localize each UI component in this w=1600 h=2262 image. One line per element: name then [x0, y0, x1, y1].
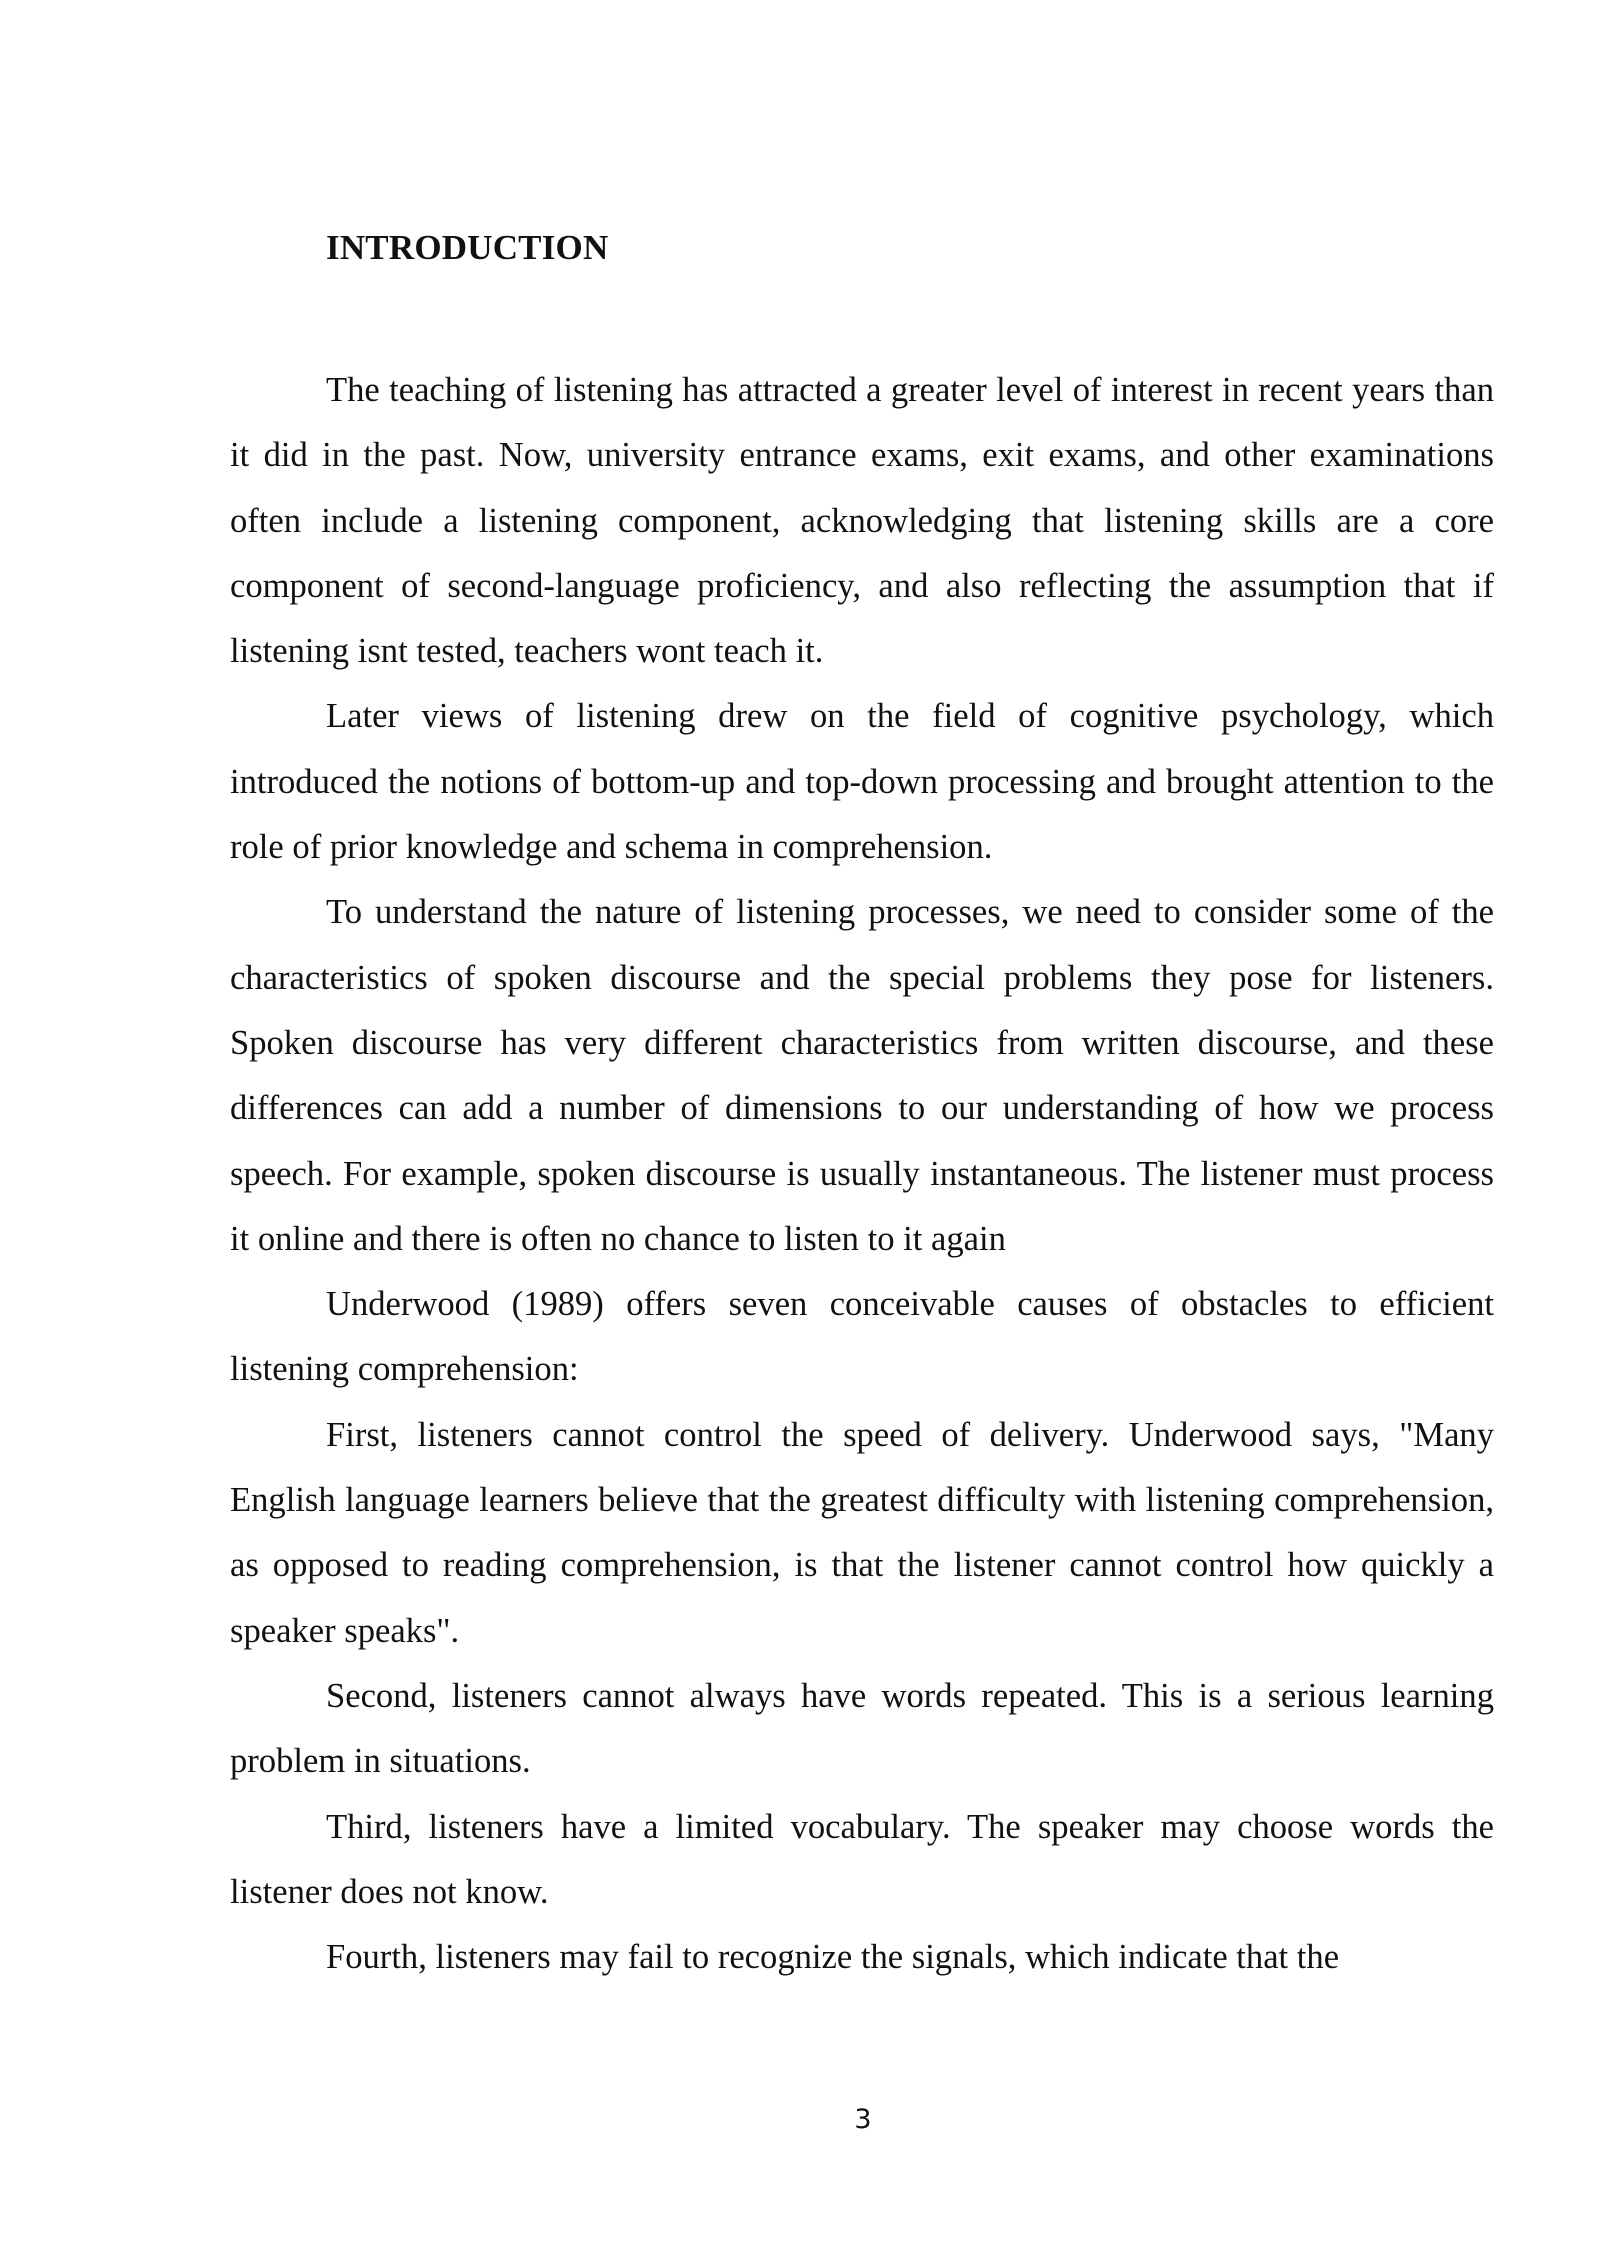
- paragraph: The teaching of listening has attracted a greater level of interest in recent years than it did in the past. Now, university entrance exams, exit exams, and other examinations often include a listening component, acknowledging that listening skills are a core component of second-language proficiency, and also reflecting the assumption that if listening isnt tested, teachers wont teach it.: [230, 371, 1494, 671]
- paragraph: First, listeners cannot control the speed of delivery. Underwood says, "Many English language learners believe that the greatest difficulty with listening comprehension, as opposed to reading comprehension, is that the listener cannot control how quickly a speaker speaks".: [230, 1415, 1494, 1650]
- body-text: [230, 358, 1494, 1990]
- page-number: 3: [854, 2104, 872, 2135]
- paragraph: Underwood (1989) offers seven conceivable causes of obstacles to efficient listening comprehension:: [230, 1285, 1494, 1389]
- paragraph: Third, listeners have a limited vocabulary. The speaker may choose words the listener does not know.: [230, 1807, 1494, 1911]
- paragraph-continued: Fourth, listeners may fail to recognize the signals, which indicate that the: [326, 1938, 1340, 1977]
- paragraph: Second, listeners cannot always have words repeated. This is a serious learning problem in situations.: [230, 1676, 1494, 1781]
- paragraph: To understand the nature of listening processes, we need to consider some of the characteristics of spoken discourse and the special problems they pose for listeners. Spoken discourse has very different characteristics from written discourse, and these differences can add a number of dimensions to our understanding of how we process speech. For example, spoken discourse is usually instantaneous. The listener must process it online and there is often no chance to listen to it again: [230, 893, 1494, 1258]
- section-heading: INTRODUCTION: [326, 228, 609, 267]
- paragraph: Later views of listening drew on the field of cognitive psychology, which introduced the notions of bottom-up and top-down processing and brought attention to the role of prior knowledge and schema in comprehension.: [230, 697, 1494, 867]
